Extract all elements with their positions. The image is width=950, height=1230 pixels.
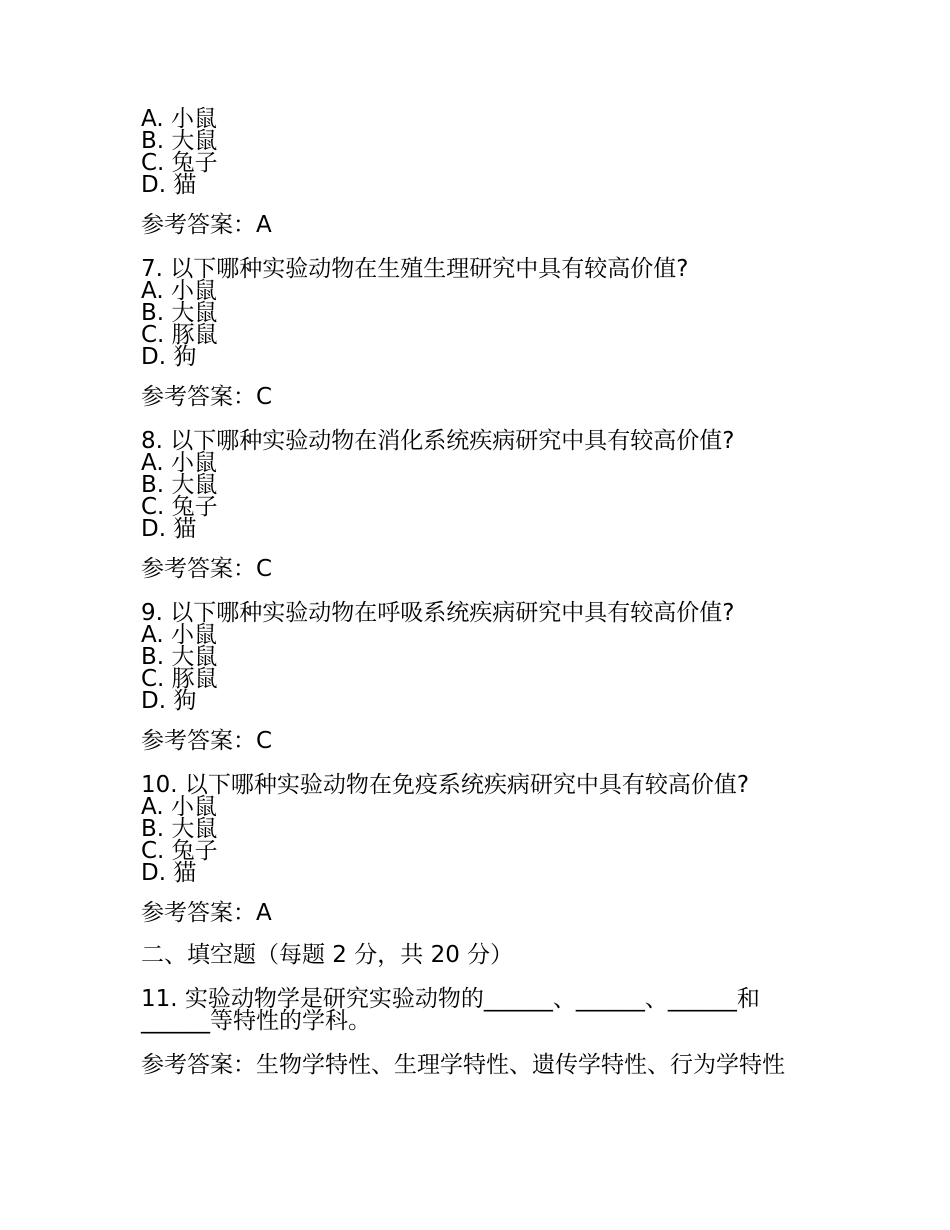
q7-question: 7. 以下哪种实验动物在生殖生理研究中具有较高价值? [141,256,689,282]
q10-options [141,796,821,884]
option-c: C. 兔子 [141,494,218,520]
q7-answer: 参考答案：C [141,384,273,410]
option-a: A. 小鼠 [141,622,217,648]
option-b: B. 大鼠 [141,816,218,842]
option-d: D. 猫 [141,172,197,198]
q11-question: 11. 实验动物学是研究实验动物的______、______、______和______等特性的学科。 [141,986,760,1034]
option-c: C. 豚鼠 [141,666,218,692]
option-b: B. 大鼠 [141,472,218,498]
option-a: A. 小鼠 [141,106,217,132]
option-b: B. 大鼠 [141,128,218,154]
option-a: A. 小鼠 [141,278,217,304]
q8-answer: 参考答案：C [141,556,273,582]
q7-options [141,280,821,368]
option-b: B. 大鼠 [141,644,218,670]
document-page [141,108,821,1076]
q9-question: 9. 以下哪种实验动物在呼吸系统疾病研究中具有较高价值? [141,600,735,626]
option-c: C. 兔子 [141,838,218,864]
section-heading: 二、填空题（每题 2 分，共 20 分） [141,942,514,968]
q10-answer: 参考答案：A [141,900,272,926]
option-d: D. 狗 [141,344,197,370]
option-a: A. 小鼠 [141,450,217,476]
q10-question: 10. 以下哪种实验动物在免疫系统疾病研究中具有较高价值? [141,772,750,798]
option-d: D. 猫 [141,860,197,886]
option-d: D. 猫 [141,516,197,542]
q6-answer: 参考答案：A [141,212,272,238]
q9-options [141,624,821,712]
q8-question: 8. 以下哪种实验动物在消化系统疾病研究中具有较高价值? [141,428,735,454]
option-c: C. 豚鼠 [141,322,218,348]
q9-answer: 参考答案：C [141,728,273,754]
q8-options [141,452,821,540]
q6-options [141,108,821,196]
option-b: B. 大鼠 [141,300,218,326]
q11-answer: 参考答案：生物学特性、生理学特性、遗传学特性、行为学特性 [141,1052,785,1078]
option-d: D. 狗 [141,688,197,714]
option-c: C. 兔子 [141,150,218,176]
option-a: A. 小鼠 [141,794,217,820]
